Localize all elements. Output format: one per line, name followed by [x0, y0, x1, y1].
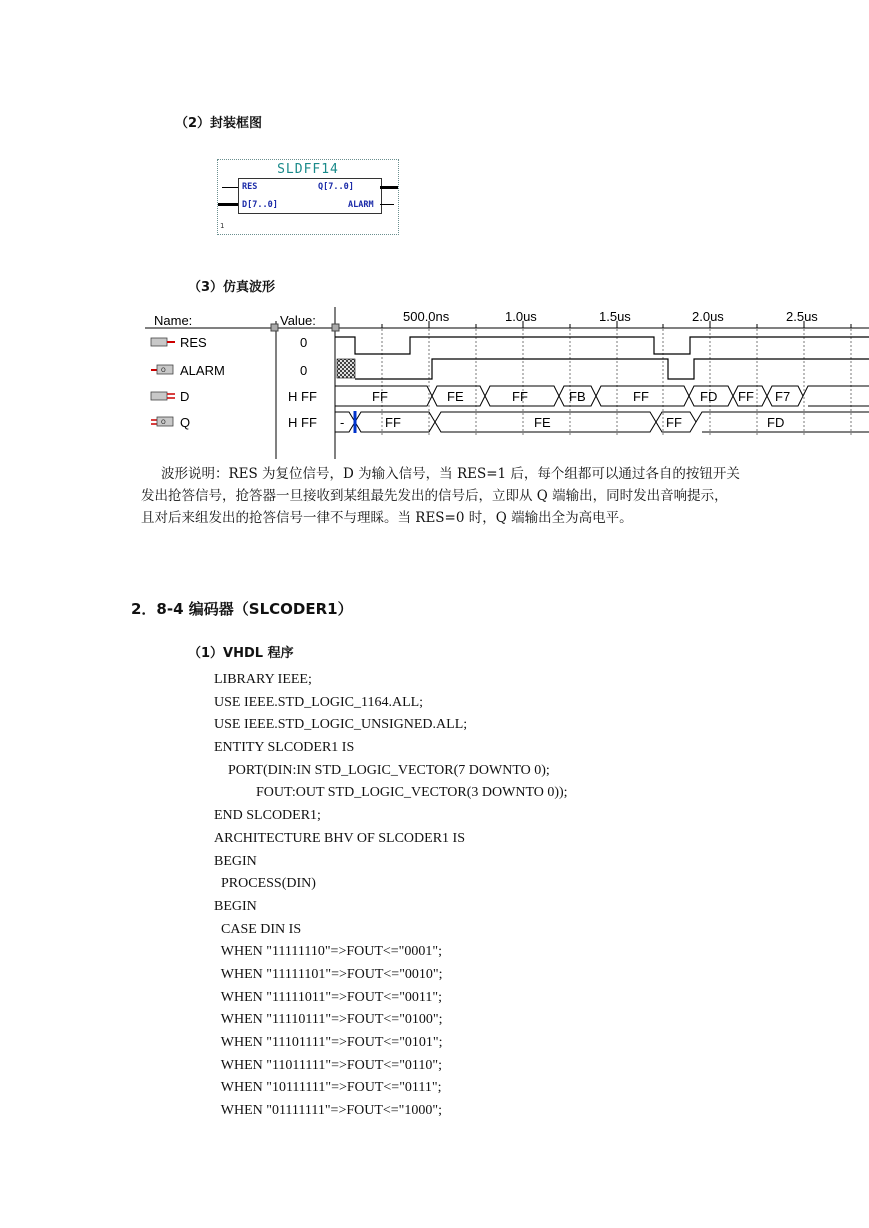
d-bus-line — [218, 203, 238, 206]
code-line: WHEN "10111111"=>FOUT<="0111"; — [214, 1080, 442, 1096]
signal-row-d[interactable] — [151, 389, 317, 404]
code-line: USE IEEE.STD_LOGIC_UNSIGNED.ALL; — [214, 717, 468, 733]
code-line: PROCESS(DIN) — [214, 876, 316, 892]
svg-text:O: O — [161, 419, 166, 426]
d-segment-label: FF — [372, 389, 388, 404]
splitter-handle[interactable] — [271, 324, 278, 331]
pin-alarm: ALARM — [348, 200, 374, 210]
value-column-header: Value: — [280, 313, 316, 328]
q-segment-label: FD — [767, 415, 785, 430]
vhdl-code-block — [214, 669, 568, 1123]
signal-value-q: H FF — [288, 415, 317, 430]
signal-value-d: H FF — [288, 389, 317, 404]
time-label-2-5us: 2.5us — [786, 309, 818, 324]
alarm-pin-line — [380, 204, 394, 205]
pin-q: Q[7..0] — [318, 182, 354, 192]
signal-row-alarm[interactable] — [151, 363, 307, 378]
code-line: ARCHITECTURE BHV OF SLCODER1 IS — [214, 830, 465, 846]
code-line: WHEN "11111011"=>FOUT<="0011"; — [214, 989, 443, 1005]
name-column-header: Name: — [154, 313, 193, 328]
d-segment-label: FF — [738, 389, 754, 404]
code-line: CASE DIN IS — [214, 921, 302, 937]
signal-row-res[interactable] — [151, 335, 307, 350]
pin-res: RES — [242, 182, 258, 192]
d-segment-label: FB — [569, 389, 586, 404]
time-label-2us: 2.0us — [692, 309, 724, 324]
q-bus-line — [380, 186, 398, 189]
signal-name-d: D — [180, 389, 190, 404]
component-symbol — [217, 159, 399, 235]
res-waveform — [335, 337, 869, 354]
code-line: WHEN "11011111"=>FOUT<="0110"; — [214, 1057, 443, 1073]
signal-name-res: RES — [180, 335, 207, 350]
code-line: BEGIN — [214, 898, 257, 914]
output-bus-icon — [151, 417, 173, 426]
svg-text:O: O — [161, 367, 166, 374]
q-segment-label: FE — [534, 415, 551, 430]
time-label-1us: 1.0us — [505, 309, 537, 324]
waveform-description: 波形说明：RES 为复位信号，D 为输入信号，当 RES=1 后，每个组都可以通过各自的按钮开关发出抢答信号，抢答器一旦接收到某组最先发出的信号后，立即从 Q 端输出，同时发出音响提示，且对后来组发出的抢答信号一律不与理睬。当 RES=0 时，Q 端输出全为高电平。 — [141, 466, 740, 526]
signal-name-alarm: ALARM — [180, 363, 225, 378]
code-line: WHEN "11110111"=>FOUT<="0100"; — [214, 1012, 443, 1028]
signal-value-alarm: 0 — [300, 363, 308, 378]
code-line: USE IEEE.STD_LOGIC_1164.ALL; — [214, 694, 424, 710]
pin-d: D[7..0] — [242, 200, 278, 210]
code-line: ENTITY SLCODER1 IS — [214, 740, 355, 756]
q-segment-label: - — [340, 415, 345, 430]
code-line: WHEN "11101111"=>FOUT<="0101"; — [214, 1035, 443, 1050]
q-segment-label: FF — [385, 415, 401, 430]
alarm-undefined-region — [337, 359, 355, 378]
time-label-500ns: 500.0ns — [403, 309, 450, 324]
code-line: PORT(DIN:IN STD_LOGIC_VECTOR(7 DOWNTO 0); — [214, 762, 550, 778]
signal-name-q: Q — [180, 415, 191, 430]
d-segment-label: FF — [512, 389, 528, 404]
code-line: WHEN "11111110"=>FOUT<="0001"; — [214, 944, 443, 960]
alarm-waveform — [355, 359, 869, 379]
code-line: WHEN "11111101"=>FOUT<="0010"; — [214, 966, 443, 982]
code-line: END SLCODER1; — [214, 808, 321, 824]
symbol-title: SLDFF14 — [277, 162, 339, 177]
d-segment-label: FF — [633, 389, 649, 404]
waveform-viewer — [145, 307, 869, 459]
output-pin-icon — [151, 365, 173, 374]
splitter-handle[interactable] — [332, 324, 339, 331]
code-line: LIBRARY IEEE; — [214, 672, 312, 687]
package-diagram-heading: （2）封装框图 — [175, 116, 263, 131]
code-line: FOUT:OUT STD_LOGIC_VECTOR(3 DOWNTO 0)); — [214, 785, 568, 801]
code-line: BEGIN — [214, 853, 257, 869]
d-segment-label: FD — [700, 389, 718, 404]
d-segment-label: F7 — [775, 389, 791, 404]
input-pin-icon — [151, 338, 175, 346]
signal-row-q[interactable] — [151, 415, 317, 430]
input-bus-icon — [151, 392, 175, 400]
q-bus-waveform — [335, 412, 869, 432]
vhdl-program-heading: （1）VHDL 程序 — [188, 646, 294, 661]
time-label-1-5us: 1.5us — [599, 309, 631, 324]
encoder-section-heading: 2．8-4 编码器（SLCODER1） — [131, 600, 353, 618]
res-pin-line — [222, 187, 238, 188]
signal-value-res: 0 — [300, 335, 308, 350]
q-bus-values — [340, 415, 784, 430]
d-segment-label: FE — [447, 389, 464, 404]
q-segment-label: FF — [666, 415, 682, 430]
code-line: WHEN "01111111"=>FOUT<="1000"; — [214, 1103, 443, 1119]
corner-mark: 1 — [220, 222, 225, 230]
waveform-heading: （3）仿真波形 — [188, 280, 276, 295]
